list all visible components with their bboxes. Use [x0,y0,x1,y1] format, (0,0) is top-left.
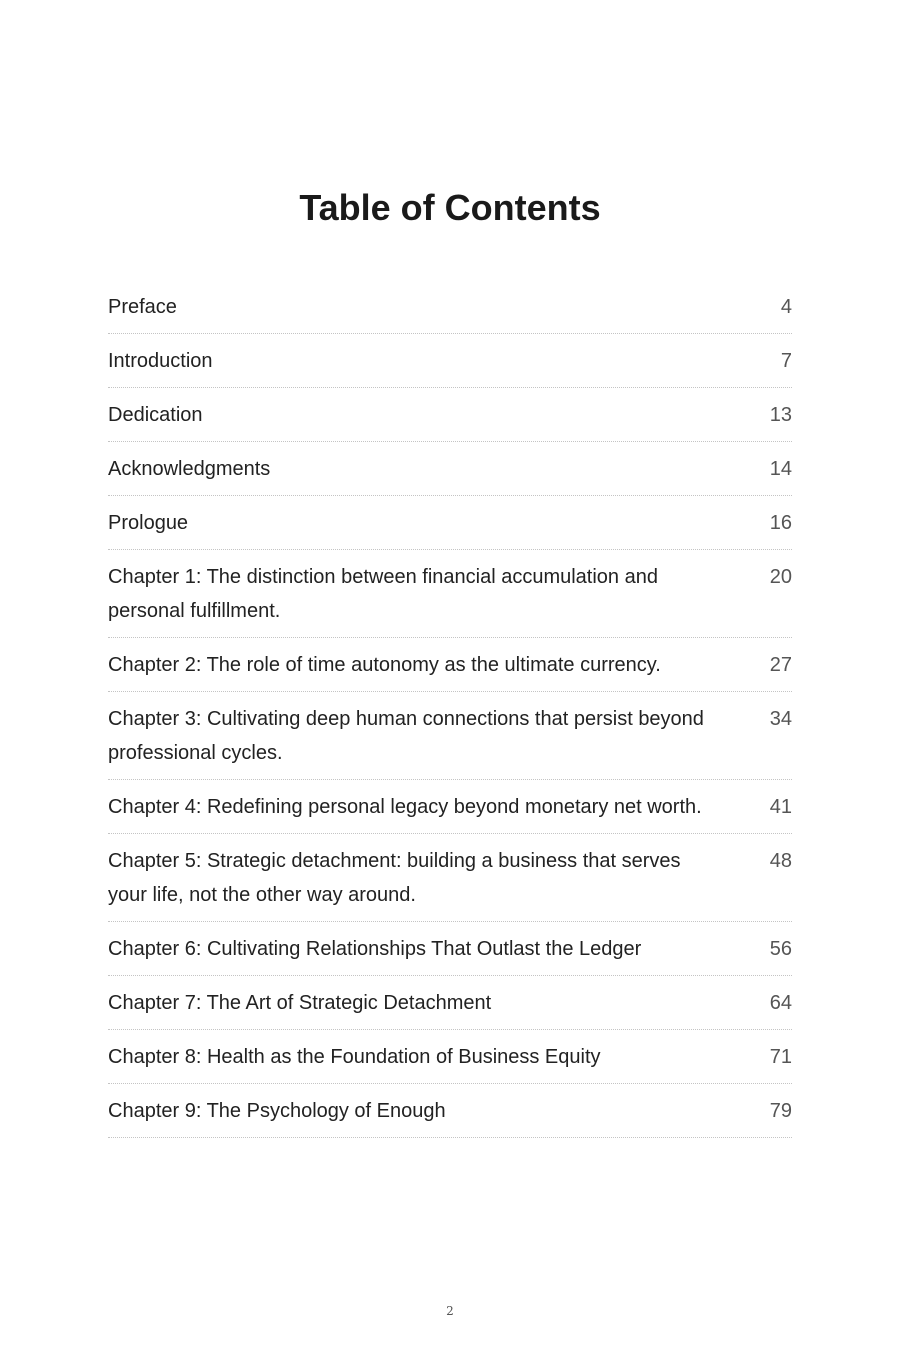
toc-entry-title: Introduction [108,350,213,372]
toc-entry-page: 48 [769,850,792,872]
toc-entry[interactable] [108,834,792,922]
toc-entry-page: 64 [769,992,792,1014]
toc-entry-page: 41 [769,796,792,818]
toc-entry-title: Chapter 8: Health as the Foundation of Business Equity [108,1046,601,1068]
toc-entry-title: Chapter 6: Cultivating Relationships That Outlast the Ledger [108,938,642,960]
toc-entry-page: 4 [780,296,792,318]
toc-entry[interactable] [108,442,792,496]
toc-entry-title: Dedication [108,404,203,426]
toc-entry-title: Preface [108,296,177,318]
toc-entry-title: Chapter 2: The role of time autonomy as the ultimate currency. [108,654,661,676]
toc-entry-title: Acknowledgments [108,458,271,480]
page-title: Table of Contents [299,187,601,228]
toc-entry[interactable] [108,1084,792,1138]
toc-entry[interactable] [108,976,792,1030]
toc-entry[interactable] [108,496,792,550]
toc-entry-title: Chapter 1: The distinction between financial accumulation and personal fulfillment. [108,566,658,622]
toc-entry-page: 13 [769,404,792,426]
toc-entry-page: 27 [769,654,792,676]
toc-entry-page: 56 [769,938,792,960]
toc-entry[interactable] [108,692,792,780]
toc-entry-title: Chapter 7: The Art of Strategic Detachment [108,992,492,1014]
toc-entry-page: 7 [780,350,792,372]
toc-entry-page: 79 [769,1100,792,1122]
toc-entry-page: 71 [769,1046,792,1068]
toc-entry[interactable] [108,550,792,638]
toc-entry[interactable] [108,334,792,388]
toc-entry-title: Chapter 9: The Psychology of Enough [108,1100,446,1122]
toc-entry-title: Chapter 4: Redefining personal legacy beyond monetary net worth. [108,796,702,818]
toc-entry-title: Chapter 5: Strategic detachment: building a business that serves your life, not the other way around. [108,850,681,906]
toc-entry[interactable] [108,922,792,976]
toc-entry[interactable] [108,638,792,692]
toc-entry-title: Prologue [108,512,189,534]
toc-entry-page: 20 [769,566,792,588]
toc-entry[interactable] [108,280,792,334]
toc-entry-title: Chapter 3: Cultivating deep human connections that persist beyond professional cycles. [108,708,704,764]
toc-entry[interactable] [108,1030,792,1084]
toc-entry-page: 34 [769,708,792,730]
page-number: 2 [446,1304,454,1318]
toc-entry[interactable] [108,780,792,834]
toc-entry[interactable] [108,388,792,442]
toc-entry-page: 14 [769,458,792,480]
toc-entry-page: 16 [769,512,792,534]
toc-list [108,280,792,1138]
